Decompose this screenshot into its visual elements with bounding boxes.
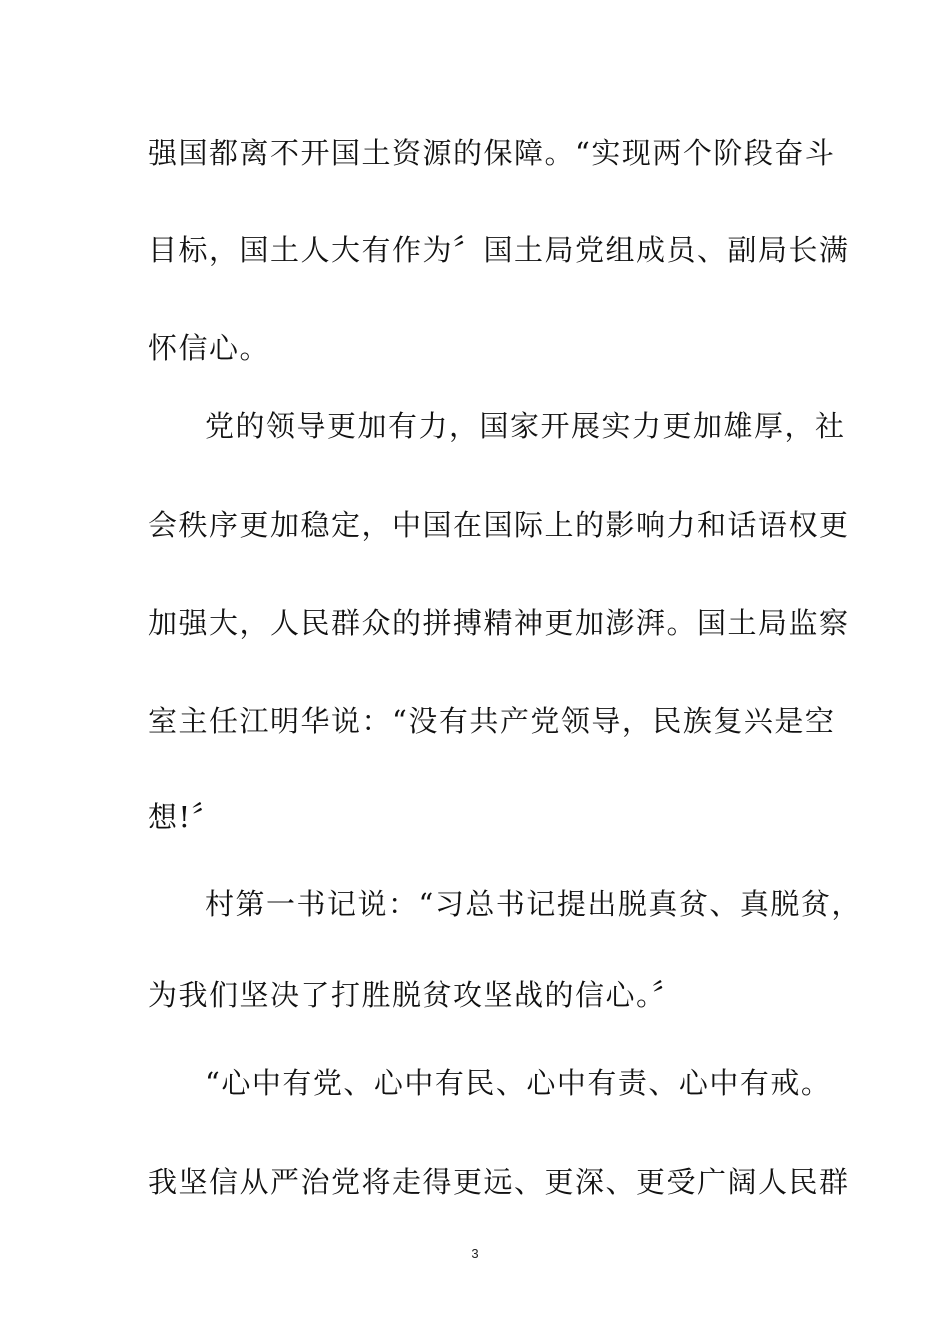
page-number: 3 <box>471 1246 479 1261</box>
text-line: 想!〞 <box>148 800 223 834</box>
text-line: 强国都离不开国土资源的保障。“实现两个阶段奋斗 <box>148 136 836 170</box>
text-line: 目标，国土人大有作为〞国土局党组成员、副局长满 <box>148 233 850 267</box>
text-line: 怀信心。 <box>148 331 271 365</box>
text-line: 室主任江明华说：“没有共产党领导，民族复兴是空 <box>148 704 836 738</box>
paragraph-first-line: “心中有党、心中有民、心中有责、心中有戒。 <box>205 1066 832 1100</box>
text-line: 加强大，人民群众的拼搏精神更加澎湃。国土局监察 <box>148 606 850 640</box>
paragraph-first-line: 村第一书记说：“习总书记提出脱真贫、真脱贫， <box>205 887 862 921</box>
text-line: 为我们坚决了打胜脱贫攻坚战的信心。〞 <box>148 978 683 1012</box>
paragraph-first-line: 党的领导更加有力，国家开展实力更加雄厚，社 <box>205 409 846 443</box>
text-line: 我坚信从严治党将走得更远、更深、更受广阔人民群 <box>148 1165 850 1199</box>
text-line: 会秩序更加稳定，中国在国际上的影响力和话语权更 <box>148 508 850 542</box>
